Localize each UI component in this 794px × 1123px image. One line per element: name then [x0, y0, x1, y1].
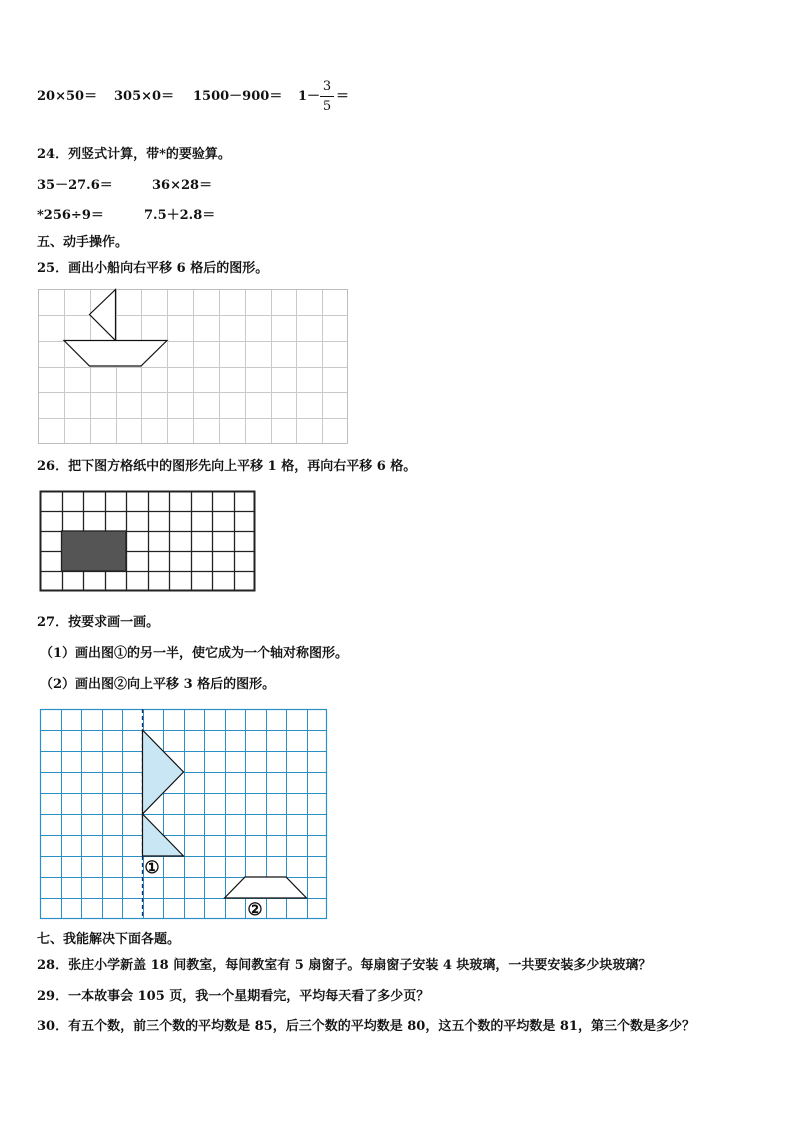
q24-a: 35－27.6＝ [37, 178, 113, 193]
q28-text: 28．张庄小学新盖 18 间教室，每间教室有 5 扇窗子。每扇窗子安装 4 块玻璃，一共要安装多少块玻璃？ [37, 958, 652, 973]
q25-title: 25．画出小船向右平移 6 格后的图形。 [37, 261, 269, 276]
fraction-numerator: 3 [322, 79, 332, 94]
calc-1500-900: 1500－900＝ [193, 89, 283, 104]
fraction-denominator: 5 [322, 99, 332, 114]
q26-title: 26．把下图方格纸中的图形先向上平移 1 格，再向右平移 6 格。 [37, 459, 417, 474]
q24-c: *256÷9＝ [37, 208, 104, 223]
figure-1-label: ① [144, 858, 160, 878]
q25-grid-lines [38, 289, 348, 444]
q24-title: 24．列竖式计算，带*的要验算。 [37, 147, 231, 162]
calc-fraction-equals: ＝ [336, 89, 350, 104]
q30-text: 30．有五个数，前三个数的平均数是 85，后三个数的平均数是 80，这五个数的平均数是 81，第三个数是多少？ [37, 1019, 695, 1034]
q24-b: 36×28＝ [152, 178, 213, 193]
figure-2-label: ② [247, 900, 263, 920]
q25-grid-figure [38, 289, 348, 444]
q26-shaded-rectangle [62, 531, 127, 571]
fraction-bar [320, 96, 334, 97]
q27-part2: （2）画出图②向上平移 3 格后的图形。 [40, 677, 276, 692]
q27-part1: （1）画出图①的另一半，使它成为一个轴对称图形。 [40, 646, 349, 661]
section-5-heading: 五、动手操作。 [37, 235, 129, 250]
boat-sail [90, 290, 116, 341]
q29-text: 29．一本故事会 105 页，我一个星期看完，平均每天看了多少页？ [37, 989, 430, 1004]
boat-hull [64, 341, 167, 367]
q27-title: 27．按要求画一画。 [37, 615, 160, 630]
calc-20x50: 20×50＝ [37, 89, 98, 104]
section-7-heading: 七、我能解决下面各题。 [37, 932, 181, 947]
q27-grid-figure [40, 709, 327, 919]
q24-d: 7.5＋2.8＝ [144, 208, 216, 223]
calc-305x0: 305×0＝ [114, 89, 175, 104]
calc-fraction-whole: 1－ [298, 89, 321, 104]
q26-grid-figure [40, 491, 255, 591]
figure-2-trapezoid [225, 877, 307, 898]
